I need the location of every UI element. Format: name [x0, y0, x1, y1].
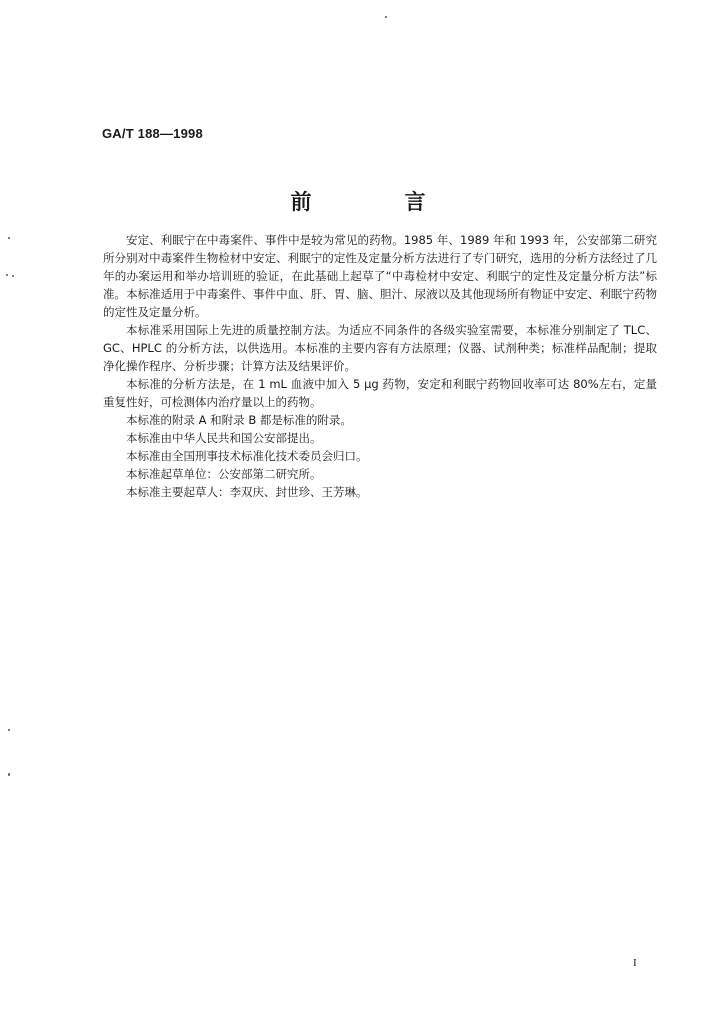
paragraph: 本标准起草单位：公安部第二研究所。	[126, 467, 322, 481]
scan-speck	[8, 237, 10, 239]
paragraph: 本标准的附录 A 和附录 B 都是标准的附录。	[126, 413, 352, 427]
paragraph: 本标准的分析方法是，在 1 mL 血液中加入 5 μg 药物，安定和利眠宁药物回收率可达 80%左右，定量重复性好，可检测体内治疗量以上的药物。	[103, 377, 657, 409]
page-title: 前 言	[290, 190, 462, 214]
paragraph: 安定、利眠宁在中毒案件、事件中是较为常见的药物。1985 年、1989 年和 1993 年，公安部第二研究所分别对中毒案件生物检材中安定、利眠宁的定性及定量分析方法进行了专门研究，选用的分析方法经过了几年的办案运用和举办培训班的验证，在此基础上起草了“中毒检材中安定、利眠宁的定性及定量分析方法”标准。本标准适用于中毒案件、事件中血、肝、胃、脑、胆汁、尿液以及其他现场所有物证中安定、利眠宁药物的定性及定量分析。	[103, 233, 657, 319]
paragraph: 本标准由中华人民共和国公安部提出。	[126, 431, 322, 445]
document-code: GA/T 188—1998	[102, 126, 203, 141]
paragraph: 本标准由全国刑事技术标准化技术委员会归口。	[126, 449, 368, 463]
document-body	[103, 231, 657, 501]
scan-speck	[12, 275, 14, 277]
scan-speck	[6, 274, 8, 276]
scan-speck	[385, 16, 387, 18]
paragraph: 本标准主要起草人：李双庆、封世珍、王芳琳。	[126, 485, 368, 499]
paragraph: 本标准采用国际上先进的质量控制方法。为适应不同条件的各级实验室需要，本标准分别制定了 TLC、GC、HPLC 的分析方法，以供选用。本标准的主要内容有方法原理；仪器、试剂种类；标准样品配制；提取净化操作程序、分析步骤；计算方法及结果评价。	[103, 323, 657, 373]
scan-speck	[8, 729, 10, 731]
page-number: I	[633, 957, 637, 969]
scan-speck	[8, 773, 10, 776]
